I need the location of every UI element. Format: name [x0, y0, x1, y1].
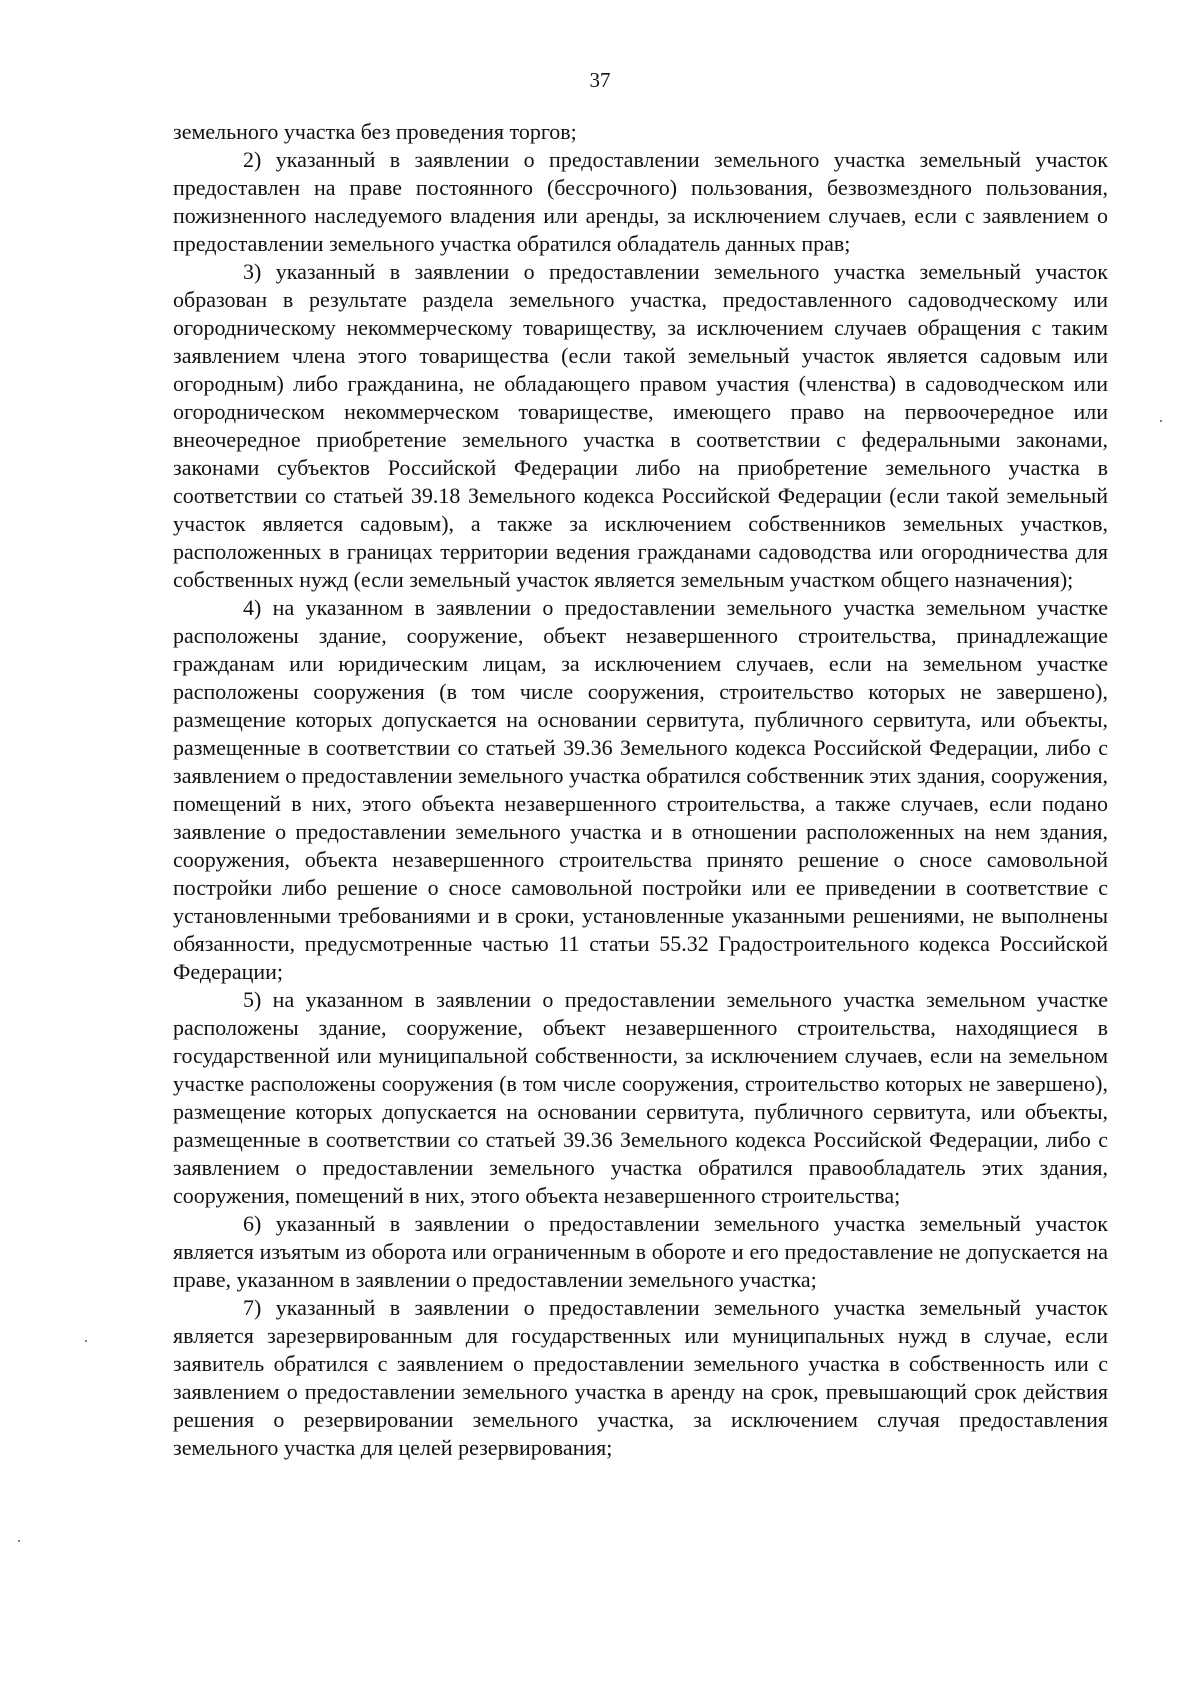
document-body: [173, 118, 1108, 1462]
page-number: 37: [589, 68, 611, 92]
scan-speck: [1160, 420, 1162, 422]
paragraph-item-7: 7) указанный в заявлении о предоставлении земельного участка земельный участок является зарезервированным для государственных или муниципальных нужд в случае, если заявитель обратился с заявлением о предоставлении земельного участка в собственность или с заявлением о предоставлении земельного участка в аренду на срок, превышающий срок действия решения о резервировании земельного участка, за исключением случая предоставления земельного участка для целей резервирования;: [173, 1295, 1108, 1460]
paragraph-item-3: 3) указанный в заявлении о предоставлении земельного участка земельный участок образован в результате раздела земельного участка, предоставленного садоводческому или огородническому некоммерческому товариществу, за исключением случаев обращения с таким заявлением члена этого товарищества (если такой земельный участок является садовым или огородным) либо гражданина, не обладающего правом участия (членства) в садоводческом или огородническом некоммерческом товариществе, имеющего право на первоочередное или внеочередное приобретение земельного участка в соответствии с федеральными законами, законами субъектов Российской Федерации либо на приобретение земельного участка в соответствии со статьей 39.18 Земельного кодекса Российской Федерации (если такой земельный участок является садовым), а также за исключением собственников земельных участков, расположенных в границах территории ведения гражданами садоводства или огородничества для собственных нужд (если земельный участок является земельным участком общего назначения);: [173, 259, 1108, 592]
scan-speck: [18, 1540, 20, 1542]
paragraph-continuation: земельного участка без проведения торгов;: [173, 119, 577, 144]
paragraph-item-5: 5) на указанном в заявлении о предоставлении земельного участка земельном участке расположены здание, сооружение, объект незавершенного строительства, находящиеся в государственной или муниципальной собственности, за исключением случаев, если на земельном участке расположены сооружения (в том числе сооружения, строительство которых не завершено), размещение которых допускается на основании сервитута, публичного сервитута, или объекты, размещенные в соответствии со статьей 39.36 Земельного кодекса Российской Федерации, либо с заявлением о предоставлении земельного участка обратился правообладатель этих здания, сооружения, помещений в них, этого объекта незавершенного строительства;: [173, 987, 1108, 1208]
paragraph-item-4: 4) на указанном в заявлении о предоставлении земельного участка земельном участке расположены здание, сооружение, объект незавершенного строительства, принадлежащие гражданам или юридическим лицам, за исключением случаев, если на земельном участке расположены сооружения (в том числе сооружения, строительство которых не завершено), размещение которых допускается на основании сервитута, публичного сервитута, или объекты, размещенные в соответствии со статьей 39.36 Земельного кодекса Российской Федерации, либо с заявлением о предоставлении земельного участка обратился собственник этих здания, сооружения, помещений в них, этого объекта незавершенного строительства, а также случаев, если подано заявление о предоставлении земельного участка и в отношении расположенных на нем здания, сооружения, объекта незавершенного строительства принято решение о сносе самовольной постройки либо решение о сносе самовольной постройки или ее приведении в соответствие с установленными требованиями и в сроки, установленные указанными решениями, не выполнены обязанности, предусмотренные частью 11 статьи 55.32 Градостроительного кодекса Российской Федерации;: [173, 595, 1108, 984]
scan-speck: [85, 1340, 87, 1342]
paragraph-item-2: 2) указанный в заявлении о предоставлении земельного участка земельный участок предоставлен на праве постоянного (бессрочного) пользования, безвозмездного пользования, пожизненного наследуемого владения или аренды, за исключением случаев, если с заявлением о предоставлении земельного участка обратился обладатель данных прав;: [173, 147, 1108, 256]
paragraph-item-6: 6) указанный в заявлении о предоставлении земельного участка земельный участок является изъятым из оборота или ограниченным в обороте и его предоставление не допускается на праве, указанном в заявлении о предоставлении земельного участка;: [173, 1211, 1108, 1292]
